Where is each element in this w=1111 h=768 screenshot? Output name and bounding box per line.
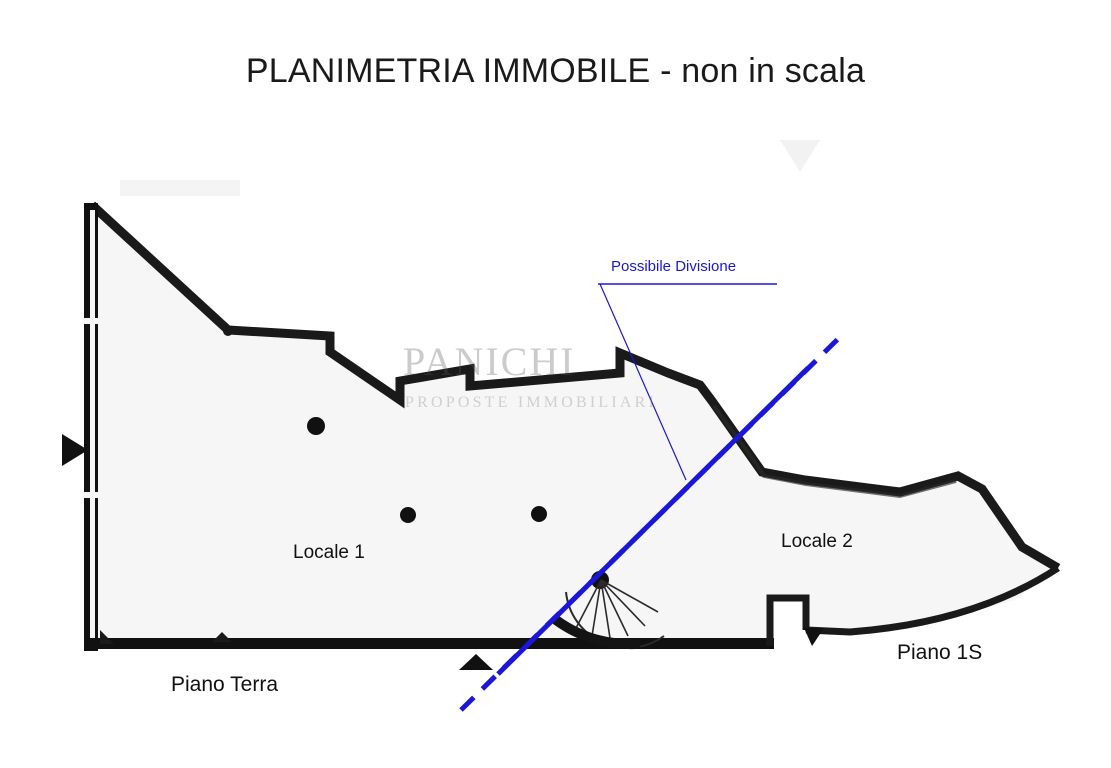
page-title: PLANIMETRIA IMMOBILE - non in scala: [245, 52, 866, 90]
watermark-brand: PANICHI: [403, 339, 576, 384]
entry-arrow-icon: [804, 628, 824, 646]
level-label-piano-terra: Piano Terra: [171, 673, 279, 696]
column-dot-icon: [400, 507, 416, 523]
left-wall-opening-1: [84, 318, 98, 324]
bottom-wall: [84, 638, 774, 649]
divisione-label: Possibile Divisione: [611, 258, 737, 275]
ghost-band: [120, 180, 240, 196]
watermark-tagline: PROPOSTE IMMOBILIARI: [405, 394, 658, 411]
ghost-shape: [780, 140, 820, 172]
piano1s-step-wall: [770, 598, 806, 646]
room-label-locale-2: Locale 2: [781, 531, 853, 552]
level-label-piano-1s: Piano 1S: [897, 641, 983, 664]
column-dot-icon: [307, 417, 325, 435]
floor-fill: [92, 205, 1058, 646]
wall-joint-1: [223, 326, 233, 336]
left-wall-inner: [90, 210, 95, 642]
room-label-locale-1: Locale 1: [293, 542, 365, 563]
left-wall-opening-2: [84, 492, 98, 498]
column-dot-icon: [531, 506, 547, 522]
entry-arrow-icon: [459, 654, 493, 670]
